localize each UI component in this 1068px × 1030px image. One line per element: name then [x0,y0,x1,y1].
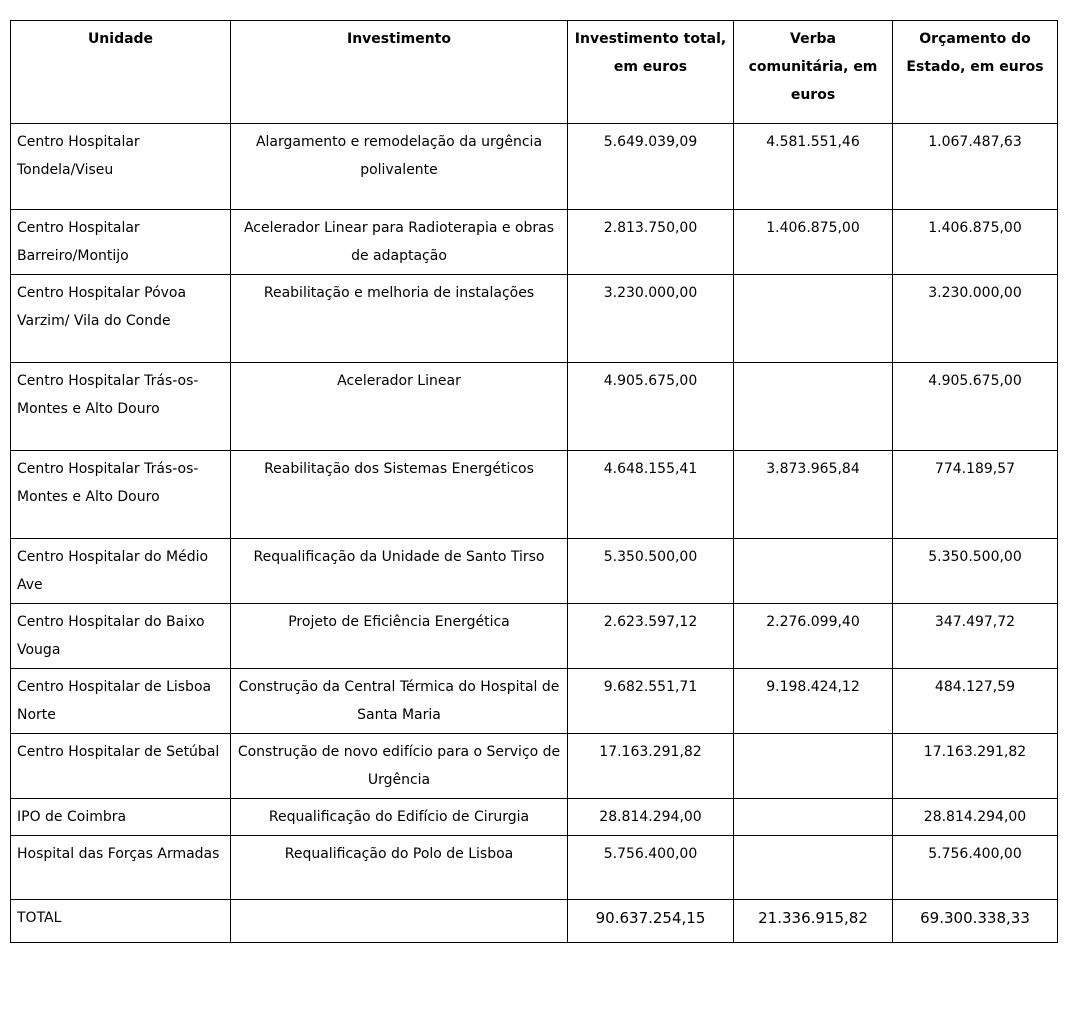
total-investimento [231,900,568,943]
cell-orcamento-estado: 484.127,59 [893,669,1058,734]
table-row [11,210,1058,275]
table-row [11,604,1058,669]
table-row [11,669,1058,734]
cell-investimento: Alargamento e remodelação da urgência polivalente [231,124,568,210]
cell-investimento-total: 2.813.750,00 [568,210,734,275]
table-row [11,799,1058,836]
cell-investimento-total: 5.649.039,09 [568,124,734,210]
cell-unidade: Centro Hospitalar do Médio Ave [11,539,231,604]
cell-verba-comunitaria [734,539,893,604]
cell-verba-comunitaria: 1.406.875,00 [734,210,893,275]
cell-investimento: Reabilitação dos Sistemas Energéticos [231,451,568,539]
header-unidade: Unidade [11,21,231,124]
cell-investimento: Projeto de Eficiência Energética [231,604,568,669]
cell-investimento-total: 5.756.400,00 [568,836,734,900]
cell-orcamento-estado: 5.350.500,00 [893,539,1058,604]
cell-investimento: Construção da Central Térmica do Hospital de Santa Maria [231,669,568,734]
cell-verba-comunitaria: 9.198.424,12 [734,669,893,734]
cell-orcamento-estado: 774.189,57 [893,451,1058,539]
cell-unidade: Centro Hospitalar Barreiro/Montijo [11,210,231,275]
cell-verba-comunitaria [734,275,893,363]
total-orcamento-estado: 69.300.338,33 [893,900,1058,943]
header-orcamento-estado: Orçamento do Estado, em euros [893,21,1058,124]
cell-investimento: Acelerador Linear para Radioterapia e obras de adaptação [231,210,568,275]
cell-verba-comunitaria: 4.581.551,46 [734,124,893,210]
cell-investimento-total: 2.623.597,12 [568,604,734,669]
cell-unidade: Centro Hospitalar Trás-os-Montes e Alto Douro [11,363,231,451]
cell-unidade: Centro Hospitalar Tondela/Viseu [11,124,231,210]
cell-investimento: Reabilitação e melhoria de instalações [231,275,568,363]
total-verba-comunitaria: 21.336.915,82 [734,900,893,943]
cell-investimento: Requalificação da Unidade de Santo Tirso [231,539,568,604]
table-body [11,124,1058,943]
cell-unidade: Hospital das Forças Armadas [11,836,231,900]
table-row [11,539,1058,604]
cell-orcamento-estado: 5.756.400,00 [893,836,1058,900]
cell-verba-comunitaria [734,363,893,451]
table-row [11,836,1058,900]
table-row [11,734,1058,799]
cell-unidade: Centro Hospitalar de Lisboa Norte [11,669,231,734]
cell-investimento-total: 3.230.000,00 [568,275,734,363]
cell-investimento: Requalificação do Polo de Lisboa [231,836,568,900]
cell-orcamento-estado: 1.067.487,63 [893,124,1058,210]
cell-orcamento-estado: 3.230.000,00 [893,275,1058,363]
cell-verba-comunitaria [734,836,893,900]
cell-unidade: Centro Hospitalar do Baixo Vouga [11,604,231,669]
cell-verba-comunitaria: 3.873.965,84 [734,451,893,539]
cell-verba-comunitaria: 2.276.099,40 [734,604,893,669]
cell-investimento: Requalificação do Edifício de Cirurgia [231,799,568,836]
cell-verba-comunitaria [734,734,893,799]
cell-investimento-total: 9.682.551,71 [568,669,734,734]
cell-orcamento-estado: 28.814.294,00 [893,799,1058,836]
total-label: TOTAL [11,900,231,943]
total-row [11,900,1058,943]
total-investimento-total: 90.637.254,15 [568,900,734,943]
cell-investimento: Acelerador Linear [231,363,568,451]
cell-investimento-total: 4.905.675,00 [568,363,734,451]
table-row [11,275,1058,363]
cell-unidade: Centro Hospitalar de Setúbal [11,734,231,799]
header-investimento-total: Investimento total, em euros [568,21,734,124]
header-investimento: Investimento [231,21,568,124]
cell-orcamento-estado: 347.497,72 [893,604,1058,669]
cell-investimento-total: 28.814.294,00 [568,799,734,836]
cell-unidade: IPO de Coimbra [11,799,231,836]
cell-investimento: Construção de novo edifício para o Serviço de Urgência [231,734,568,799]
table-row [11,124,1058,210]
table-header-row [11,21,1058,124]
cell-orcamento-estado: 17.163.291,82 [893,734,1058,799]
table-row [11,363,1058,451]
header-verba-comunitaria: Verba comunitária, em euros [734,21,893,124]
investment-table [10,20,1058,943]
table-row [11,451,1058,539]
cell-orcamento-estado: 4.905.675,00 [893,363,1058,451]
cell-investimento-total: 4.648.155,41 [568,451,734,539]
cell-orcamento-estado: 1.406.875,00 [893,210,1058,275]
cell-investimento-total: 17.163.291,82 [568,734,734,799]
cell-unidade: Centro Hospitalar Trás-os-Montes e Alto Douro [11,451,231,539]
cell-verba-comunitaria [734,799,893,836]
cell-investimento-total: 5.350.500,00 [568,539,734,604]
cell-unidade: Centro Hospitalar Póvoa Varzim/ Vila do Conde [11,275,231,363]
